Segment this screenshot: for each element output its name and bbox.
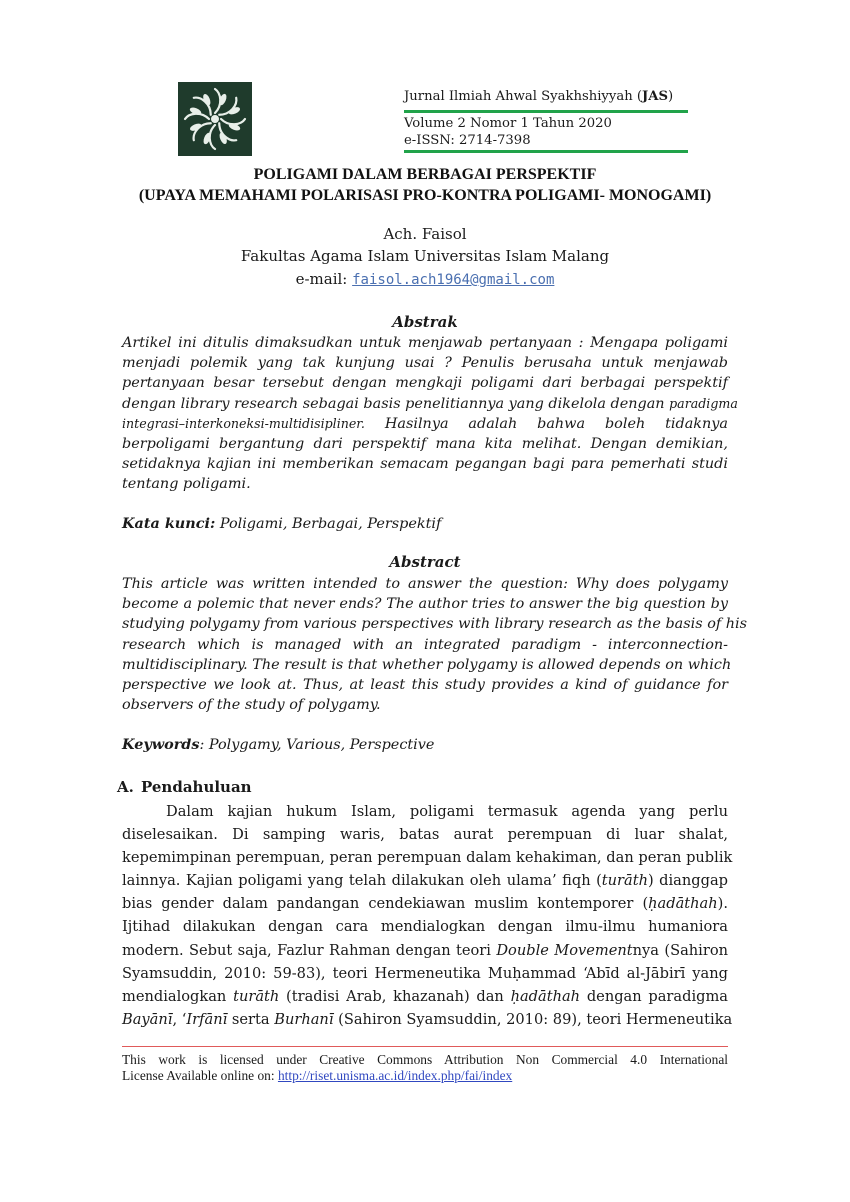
journal-url-link[interactable]: http://riset.unisma.ac.id/index.php/fai/index [277, 1068, 513, 1083]
section-number: A. [117, 778, 134, 796]
section-heading [117, 777, 252, 798]
paper-title-line-1: POLIGAMI DALAM BERBAGAI PERSPEKTIF [253, 166, 597, 183]
kata-kunci-label: Kata kunci: [122, 515, 216, 532]
license-footer: This work is licensed under Creative Commons Attribution Non Commercial 4.0 International License Available online on: http://riset.unisma.ac.id/index.php/fai/index [122, 1052, 728, 1083]
abstract-heading: Abstract [389, 553, 461, 571]
author-email-link[interactable]: faisol.ach1964@gmail.com [352, 272, 555, 288]
abstract-text: This article was written intended to answer the question: Why does polygamy become a polemic that never ends? The author tries to answer the big question by studying polygamy from various perspectives with library research as the basis of his research which is managed with an integrated paradigm - interconnection- multidisciplinary. The result is that whether polygamy is allowed depends on which perspective we look at. Thus, at least this study provides a kind of guidance for observers of the study of polygamy. [122, 576, 748, 714]
keywords-value: : Polygamy, Various, Perspective [199, 737, 435, 753]
keywords-label: Keywords [122, 736, 200, 753]
author-name: Ach. Faisol [383, 225, 467, 243]
author-affiliation: Fakultas Agama Islam Universitas Islam Malang [240, 247, 610, 265]
journal-issn: e-ISSN: 2714-7398 [404, 133, 531, 148]
header-rule-top [404, 110, 688, 113]
kata-kunci-value: Poligami, Berbagai, Perspektif [215, 516, 442, 532]
floral-emblem-icon [178, 82, 252, 156]
section-title: Pendahuluan [141, 778, 252, 796]
author-email-line: e-mail: faisol.ach1964@gmail.com [295, 270, 555, 288]
journal-name: Jurnal Ilmiah Ahwal Syakhshiyyah (JAS) [404, 89, 674, 104]
journal-logo [178, 82, 252, 156]
keywords [122, 735, 728, 755]
journal-abbreviation: JAS [642, 89, 669, 104]
kata-kunci [122, 514, 728, 534]
journal-volume: Volume 2 Nomor 1 Tahun 2020 [404, 116, 612, 131]
abstrak-heading: Abstrak [392, 313, 458, 331]
header-rule-bottom [404, 150, 688, 153]
body-paragraph: Dalam kajian hukum Islam, poligami termasuk agenda yang perlu diselesaikan. Di samping waris, batas aurat perempuan di luar shalat, kepemimpinan perempuan, peran perempuan dalam kehakiman, dan peran publik lainnya. Kajian poligami yang telah dilakukan oleh ulama’ fiqh (turāth) dianggap bias gender dalam pandangan cendekiawan muslim kontemporer (ḥadāthah). Ijtihad dilakukan dengan cara mendialogkan dengan ilmu-ilmu humaniora modern. Sebut saja, Fazlur Rahman dengan teori Double Movementnya (Sahiron Syamsuddin, 2010: 59-83), teori Hermeneutika Muḥammad ‘Abīd al-Jābirī yang mendialogkan turāth (tradisi Arab, khazanah) dan ḥadāthah dengan paradigma Bayānī, ‘Irfānī serta Burhanī (Sahiron Syamsuddin, 2010: 89), teori Hermeneutika [122, 803, 733, 1028]
footer-rule [122, 1046, 728, 1047]
paper-title-line-2: (UPAYA MEMAHAMI POLARISASI PRO-KONTRA POLIGAMI- MONOGAMI) [138, 187, 712, 204]
abstrak-text: Artikel ini ditulis dimaksudkan untuk menjawab pertanyaan : Mengapa poligami menjadi polemik yang tak kunjung usai ? Penulis berusaha untuk menjawab pertanyaan besar tersebut dengan mengkaji poligami dari berbagai perspektif dengan library research sebagai basis penelitiannya yang dikelola dengan paradigma integrasi–interkoneksi-multidisipliner. Hasilnya adalah bahwa boleh tidaknya berpoligami bergantung dari perspektif mana kita melihat. Dengan demikian, setidaknya kajian ini memberikan semacam pegangan bagi para pemerhati studi tentang poligami. [122, 335, 738, 493]
journal-header [404, 88, 694, 148]
